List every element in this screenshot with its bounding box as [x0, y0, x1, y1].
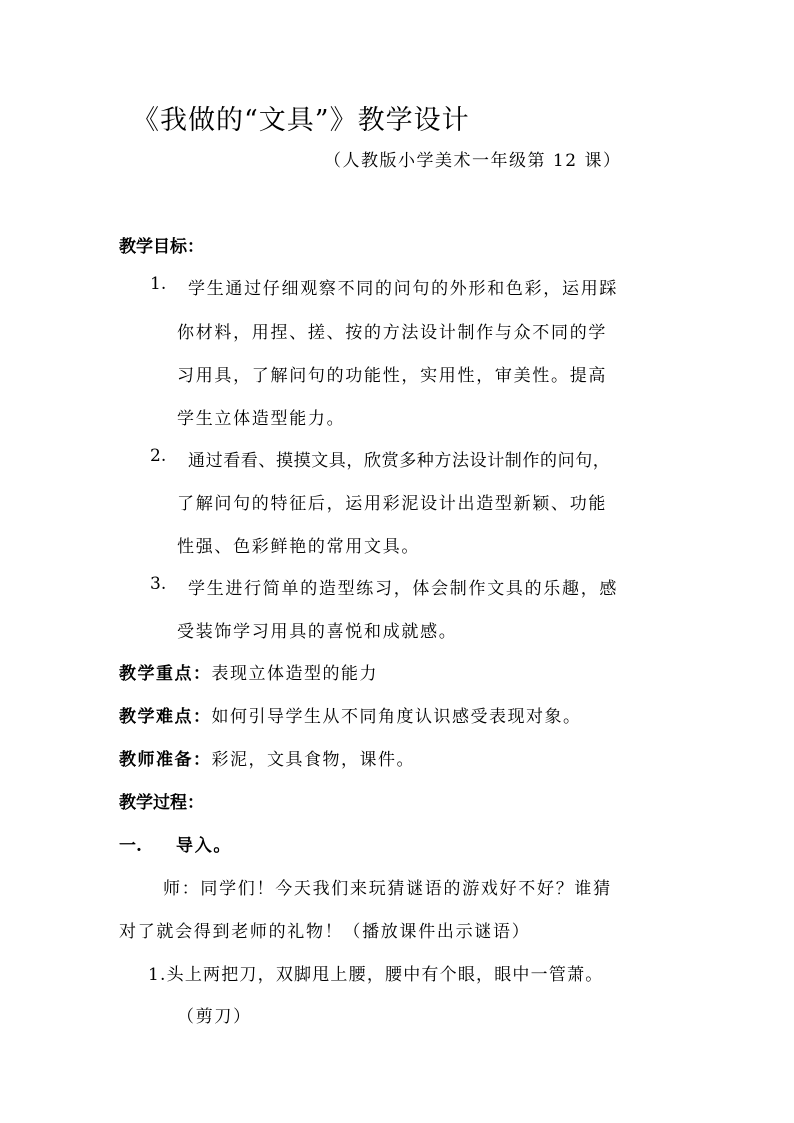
- objective-1-number: 1.: [150, 274, 167, 294]
- objective-2-line-2: 了解问句的特征后，运用彩泥设计出造型新颖、功能: [177, 494, 608, 514]
- objective-1-line-1: 学生通过仔细观察不同的问句的外形和色彩，运用踩: [188, 279, 619, 299]
- document-title: 《我做的“文具”》教学设计: [132, 105, 470, 136]
- objective-2-number: 2.: [150, 446, 167, 466]
- riddle-1-text: 1.头上两把刀，双脚甩上腰，腰中有个眼，眼中一管萧。: [148, 965, 604, 985]
- key-point-text: 表现立体造型的能力: [211, 664, 378, 684]
- objective-3-line-1: 学生进行简单的造型练习，体会制作文具的乐趣，感: [188, 579, 619, 599]
- intro-paragraph-line-2: 对了就会得到老师的礼物！（播放课件出示谜语）: [119, 922, 531, 942]
- process-heading: 教学过程：: [119, 793, 204, 813]
- difficulty-label: 教学难点：: [119, 707, 212, 727]
- preparation-label: 教师准备：: [119, 750, 212, 770]
- section-1-title: 导入。: [176, 836, 233, 856]
- objective-2-line-3: 性强、色彩鲜艳的常用文具。: [177, 537, 421, 557]
- objective-1-line-4: 学生立体造型能力。: [177, 409, 346, 429]
- key-point-row: [119, 659, 378, 684]
- intro-paragraph-line-1: 师：同学们！今天我们来玩猜谜语的游戏好不好？谁猜: [163, 879, 612, 899]
- preparation-row: [119, 745, 415, 770]
- riddle-1-answer: （剪刀）: [177, 1007, 252, 1027]
- section-1-number: 一.: [119, 836, 142, 856]
- objective-1-line-2: 你材料，用捏、搓、按的方法设计制作与众不同的学: [177, 323, 608, 343]
- objective-3-number: 3.: [150, 574, 167, 594]
- objective-2-line-1: 通过看看、摸摸文具，欣赏多种方法设计制作的问句，: [188, 451, 611, 471]
- objective-1-line-3: 习用具，了解问句的功能性，实用性，审美性。提高: [177, 366, 608, 386]
- preparation-text: 彩泥，文具食物，课件。: [211, 750, 415, 770]
- document-subtitle: （人教版小学美术一年级第 12 课）: [324, 151, 622, 171]
- difficulty-text: 如何引导学生从不同角度认识感受表现对象。: [211, 707, 582, 727]
- objectives-heading: 教学目标：: [119, 237, 204, 257]
- key-point-label: 教学重点：: [119, 664, 212, 684]
- objective-3-line-2: 受装饰学习用具的喜悦和成就感。: [177, 622, 458, 642]
- difficulty-row: [119, 702, 582, 727]
